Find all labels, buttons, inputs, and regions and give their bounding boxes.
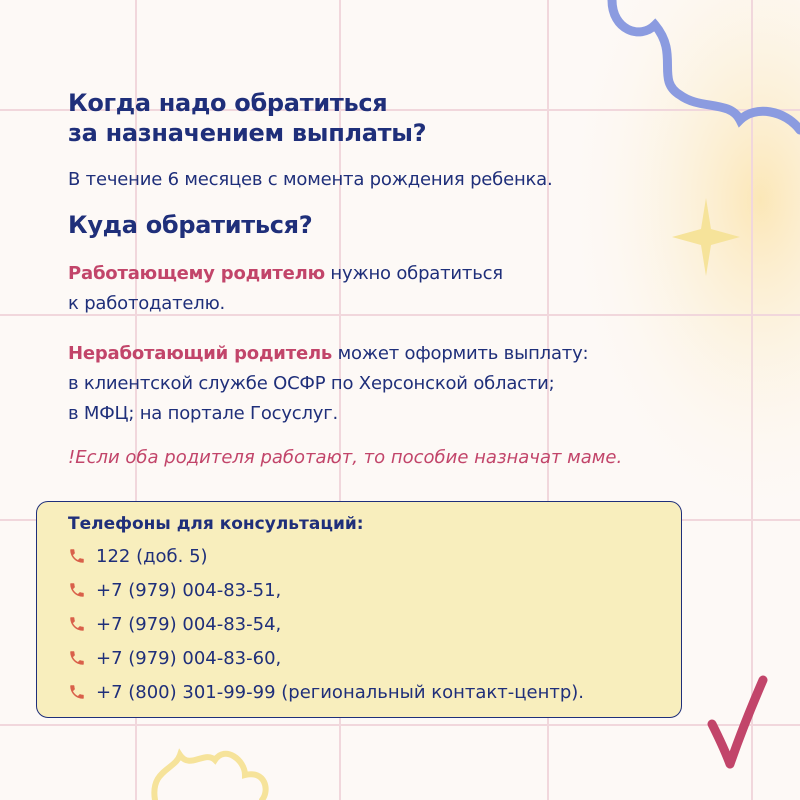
heading-when-line1: Когда надо обратиться (68, 89, 388, 117)
text-working-line1: нужно обратиться (324, 263, 503, 284)
phone-icon (68, 547, 86, 565)
phone-list (68, 539, 584, 709)
heading-when (68, 88, 426, 148)
text-working-line2: к работодателю. (68, 293, 226, 314)
phone-item[interactable] (68, 539, 584, 573)
phone-item[interactable] (68, 675, 584, 709)
phone-item[interactable] (68, 607, 584, 641)
text-nonworking-line1: может оформить выплату: (332, 343, 589, 364)
phone-number: +7 (800) 301-99-99 (региональный контакт-центр). (96, 681, 585, 703)
heading-where: Куда обратиться? (68, 211, 313, 239)
text-when: В течение 6 месяцев с момента рождения ребенка. (68, 169, 553, 190)
phone-number: +7 (979) 004-83-51, (96, 579, 282, 601)
text-nonworking-line3: в МФЦ; на портале Госуслуг. (68, 403, 339, 424)
phone-number: +7 (979) 004-83-54, (96, 613, 282, 635)
label-nonworking-parent: Неработающий родитель (68, 343, 333, 364)
bottom-sun-decoration (154, 754, 265, 800)
phone-item[interactable] (68, 573, 584, 607)
phone-number: 122 (доб. 5) (96, 545, 208, 567)
phone-icon (68, 615, 86, 633)
phone-item[interactable] (68, 641, 584, 675)
phones-title: Телефоны для консультаций: (68, 514, 364, 534)
heading-when-line2: за назначением выплаты? (68, 119, 427, 147)
note-both-parents: !Если оба родителя работают, то пособие назначат маме. (68, 447, 623, 468)
checkmark-icon (712, 680, 763, 764)
phone-icon (68, 581, 86, 599)
phone-icon (68, 649, 86, 667)
phone-icon (68, 683, 86, 701)
phones-box (36, 501, 682, 718)
phone-number: +7 (979) 004-83-60, (96, 647, 282, 669)
text-nonworking-parent (68, 339, 588, 429)
text-nonworking-line2: в клиентской службе ОСФР по Херсонской области; (68, 373, 555, 394)
label-working-parent: Работающему родителю (68, 263, 325, 284)
text-working-parent (68, 259, 503, 319)
